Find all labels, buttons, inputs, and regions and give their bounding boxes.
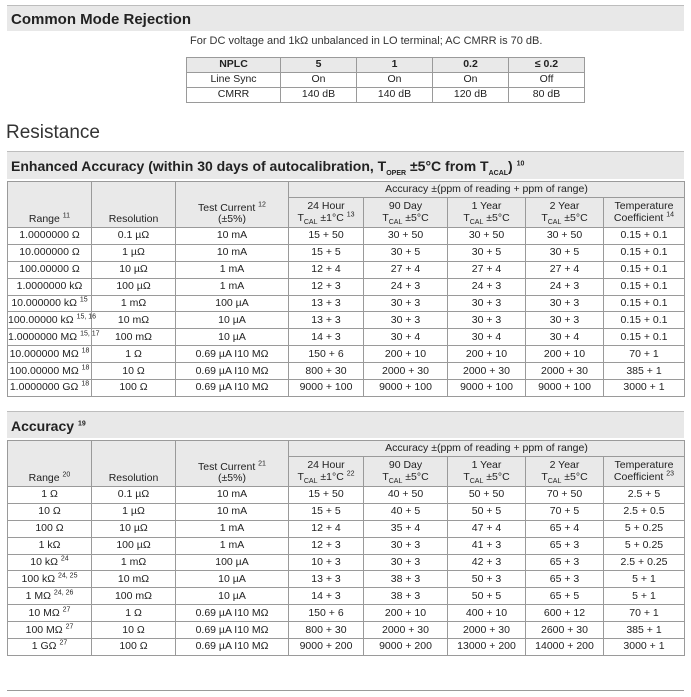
- table-cell: 800 + 30: [289, 622, 364, 639]
- table-cell: 47 + 4: [448, 520, 526, 537]
- col-temperature-coefficient-header: Temperature Coefficient $^{14}$: [604, 198, 685, 228]
- table-cell: 2000 + 30: [364, 622, 448, 639]
- table-row: [187, 88, 585, 103]
- table-cell: 10 mΩ: [92, 571, 176, 588]
- cmr-row-label: CMRR: [187, 88, 281, 103]
- table-row: [8, 278, 685, 295]
- table-cell: 140 dB: [281, 88, 357, 103]
- table-row: [8, 295, 685, 312]
- table-cell: 385 + 1: [604, 363, 685, 380]
- table-cell: 9000 + 200: [289, 639, 364, 656]
- table-cell: 0.69 µA I10 MΩ: [176, 346, 289, 363]
- table-cell: 0.1 µΩ: [92, 228, 176, 245]
- table-cell: 100 Ω: [92, 380, 176, 397]
- table-cell: 10 + 3: [289, 554, 364, 571]
- table-cell: 50 + 3: [448, 571, 526, 588]
- table-cell: 40 + 5: [364, 503, 448, 520]
- table-cell: 38 + 3: [364, 588, 448, 605]
- table-cell: 140 dB: [357, 88, 433, 103]
- table-cell: 1 Ω: [92, 605, 176, 622]
- cmr-header-cell: 1: [357, 58, 433, 73]
- table-cell: 0.69 µA I10 MΩ: [176, 380, 289, 397]
- table-cell: 1 µΩ: [92, 503, 176, 520]
- table-cell: 385 + 1: [604, 622, 685, 639]
- table-cell: 70 + 5: [526, 503, 604, 520]
- table-cell: 13 + 3: [289, 295, 364, 312]
- table-cell: 10 µΩ: [92, 261, 176, 278]
- table-cell: 150 + 6: [289, 346, 364, 363]
- accuracy-title: Accuracy $^{19}$: [11, 418, 86, 434]
- table-cell: 38 + 3: [364, 571, 448, 588]
- table-cell: 0.69 µA I10 MΩ: [176, 639, 289, 656]
- range-cell: 100 kΩ $^{24, 25}$: [8, 571, 92, 588]
- table-cell: 30 + 3: [448, 295, 526, 312]
- table-row: [8, 605, 685, 622]
- range-cell: 1.0000000 Ω: [8, 228, 92, 245]
- table-cell: 30 + 3: [448, 312, 526, 329]
- table-cell: 800 + 30: [289, 363, 364, 380]
- table-cell: 150 + 6: [289, 605, 364, 622]
- cmr-header-row: [187, 58, 585, 73]
- table-cell: 0.15 + 0.1: [604, 278, 685, 295]
- table-cell: 50 + 5: [448, 503, 526, 520]
- table-cell: Off: [509, 73, 585, 88]
- table-cell: 1 µΩ: [92, 244, 176, 261]
- table-cell: 30 + 5: [364, 244, 448, 261]
- table-cell: 65 + 3: [526, 571, 604, 588]
- table-cell: 12 + 4: [289, 520, 364, 537]
- table-cell: 10 mA: [176, 228, 289, 245]
- table-cell: 13 + 3: [289, 312, 364, 329]
- table-cell: 30 + 3: [364, 312, 448, 329]
- table-cell: 3000 + 1: [604, 639, 685, 656]
- col-1-year-header: 1 Year $T_{CAL} \pm 5^\circ C$: [448, 457, 526, 487]
- table-cell: 1 Ω: [92, 346, 176, 363]
- table-cell: 0.1 µΩ: [92, 487, 176, 504]
- table-cell: 13000 + 200: [448, 639, 526, 656]
- range-cell: 1 Ω: [8, 487, 92, 504]
- table-row: [8, 571, 685, 588]
- range-cell: 10.000000 kΩ $^{15}$: [8, 295, 92, 312]
- col-90-day-header: 90 Day $T_{CAL} \pm 5^\circ C$: [364, 198, 448, 228]
- col-90-day-header: 90 Day $T_{CAL} \pm 5^\circ C$: [364, 457, 448, 487]
- table-cell: 70 + 50: [526, 487, 604, 504]
- col-2-year-header: 2 Year $T_{CAL} \pm 5^\circ C$: [526, 457, 604, 487]
- col-test-current-header: Test Current $^{21}$ (±5%): [176, 441, 289, 487]
- table-cell: 120 dB: [433, 88, 509, 103]
- col-temperature-coefficient-header: Temperature Coefficient $^{23}$: [604, 457, 685, 487]
- accuracy-group-header: Accuracy ±(ppm of reading + ppm of range): [289, 441, 685, 457]
- table-cell: 10 Ω: [92, 622, 176, 639]
- table-cell: 0.69 µA I10 MΩ: [176, 622, 289, 639]
- table-row: [8, 520, 685, 537]
- table-cell: 30 + 3: [364, 554, 448, 571]
- col-1-year-header: 1 Year $T_{CAL} \pm 5^\circ C$: [448, 198, 526, 228]
- table-cell: 30 + 3: [364, 295, 448, 312]
- table-cell: 10 Ω: [92, 363, 176, 380]
- col-range-header: Range $^{20}$: [8, 441, 92, 487]
- col-resolution-header: Resolution: [92, 441, 176, 487]
- table-row: [8, 537, 685, 554]
- table-cell: 30 + 50: [448, 228, 526, 245]
- table-cell: 1 mA: [176, 520, 289, 537]
- table-cell: 2000 + 30: [364, 363, 448, 380]
- table-row: [8, 346, 685, 363]
- range-cell: 10 MΩ $^{27}$: [8, 605, 92, 622]
- bottom-divider: [7, 690, 684, 691]
- range-cell: 100 Ω: [8, 520, 92, 537]
- table-cell: 100 µΩ: [92, 278, 176, 295]
- cmr-header-cell: NPLC: [187, 58, 281, 73]
- table-cell: 42 + 3: [448, 554, 526, 571]
- table-cell: 10 mA: [176, 487, 289, 504]
- table-cell: 1 mA: [176, 261, 289, 278]
- table-cell: 30 + 3: [526, 312, 604, 329]
- table-cell: 0.15 + 0.1: [604, 261, 685, 278]
- range-cell: 100.00000 Ω: [8, 261, 92, 278]
- cmr-header-cell: 5: [281, 58, 357, 73]
- range-cell: 10 Ω: [8, 503, 92, 520]
- table-cell: 5 + 0.25: [604, 520, 685, 537]
- table-cell: 30 + 4: [448, 329, 526, 346]
- table-cell: 5 + 1: [604, 588, 685, 605]
- table-cell: 1 mA: [176, 537, 289, 554]
- cmr-table: [186, 57, 585, 103]
- table-cell: 2600 + 30: [526, 622, 604, 639]
- table-cell: 10 mA: [176, 244, 289, 261]
- table-cell: 27 + 4: [448, 261, 526, 278]
- table-cell: 50 + 50: [448, 487, 526, 504]
- table-cell: 80 dB: [509, 88, 585, 103]
- table-row: [8, 588, 685, 605]
- cmr-header-cell: ≤ 0.2: [509, 58, 585, 73]
- table-cell: On: [357, 73, 433, 88]
- table-cell: 5 + 0.25: [604, 537, 685, 554]
- table-cell: 30 + 5: [526, 244, 604, 261]
- table-cell: 30 + 50: [364, 228, 448, 245]
- range-cell: 1.0000000 GΩ $^{18}$: [8, 380, 92, 397]
- cmr-note: For DC voltage and 1kΩ unbalanced in LO terminal; AC CMRR is 70 dB.: [190, 35, 543, 47]
- table-cell: 24 + 3: [448, 278, 526, 295]
- table-cell: 100 Ω: [92, 639, 176, 656]
- table-cell: 65 + 3: [526, 554, 604, 571]
- table-row: [8, 261, 685, 278]
- table-cell: 200 + 10: [448, 346, 526, 363]
- table-cell: 10 µA: [176, 329, 289, 346]
- table-cell: 70 + 1: [604, 346, 685, 363]
- table-cell: 0.15 + 0.1: [604, 312, 685, 329]
- table-cell: 15 + 50: [289, 487, 364, 504]
- range-cell: 1 GΩ $^{27}$: [8, 639, 92, 656]
- table-cell: 10 µA: [176, 312, 289, 329]
- table-cell: 100 mΩ: [92, 588, 176, 605]
- enhanced-header-bar: [7, 151, 684, 179]
- table-row: [8, 622, 685, 639]
- table-cell: 12 + 3: [289, 278, 364, 295]
- table-cell: 15 + 5: [289, 503, 364, 520]
- table-cell: 27 + 4: [526, 261, 604, 278]
- table-cell: 200 + 10: [526, 346, 604, 363]
- table-cell: 100 mΩ: [92, 329, 176, 346]
- table-row: [8, 503, 685, 520]
- table-cell: 15 + 5: [289, 244, 364, 261]
- table-cell: 9000 + 100: [526, 380, 604, 397]
- table-cell: 30 + 3: [364, 537, 448, 554]
- table-cell: 14 + 3: [289, 329, 364, 346]
- col-24-hour-header: 24 Hour $T_{CAL} \pm 1^\circ C$ $^{22}$: [289, 457, 364, 487]
- table-cell: 0.15 + 0.1: [604, 295, 685, 312]
- table-cell: 200 + 10: [364, 605, 448, 622]
- table-cell: 30 + 4: [526, 329, 604, 346]
- table-cell: 0.69 µA I10 MΩ: [176, 363, 289, 380]
- table-cell: 200 + 10: [364, 346, 448, 363]
- table-cell: 0.69 µA I10 MΩ: [176, 605, 289, 622]
- table-row: [8, 312, 685, 329]
- table-row: [8, 363, 685, 380]
- table-cell: On: [433, 73, 509, 88]
- table-cell: 50 + 5: [448, 588, 526, 605]
- table-cell: 70 + 1: [604, 605, 685, 622]
- table-cell: 100 µA: [176, 295, 289, 312]
- table-row: [8, 244, 685, 261]
- col-range-header: Range $^{11}$: [8, 182, 92, 228]
- table-cell: 0.15 + 0.1: [604, 329, 685, 346]
- accuracy-table: [7, 440, 685, 656]
- table-cell: 10 µA: [176, 571, 289, 588]
- table-row: [8, 329, 685, 346]
- table-cell: 30 + 3: [526, 295, 604, 312]
- col-24-hour-header: 24 Hour $T_{CAL} \pm 1^\circ C$ $^{13}$: [289, 198, 364, 228]
- table-cell: 2000 + 30: [448, 363, 526, 380]
- table-cell: 14 + 3: [289, 588, 364, 605]
- table-cell: On: [281, 73, 357, 88]
- range-cell: 100 MΩ $^{27}$: [8, 622, 92, 639]
- table-cell: 10 mA: [176, 503, 289, 520]
- table-cell: 10 mΩ: [92, 312, 176, 329]
- table-cell: 30 + 50: [526, 228, 604, 245]
- range-cell: 1 kΩ: [8, 537, 92, 554]
- table-cell: 65 + 5: [526, 588, 604, 605]
- table-cell: 30 + 4: [364, 329, 448, 346]
- table-cell: 41 + 3: [448, 537, 526, 554]
- table-cell: 40 + 50: [364, 487, 448, 504]
- table-cell: 5 + 1: [604, 571, 685, 588]
- cmr-row-label: Line Sync: [187, 73, 281, 88]
- table-cell: 1 mΩ: [92, 295, 176, 312]
- table-cell: 2000 + 30: [448, 622, 526, 639]
- table-cell: 0.15 + 0.1: [604, 228, 685, 245]
- table-cell: 10 µΩ: [92, 520, 176, 537]
- table-row: [8, 380, 685, 397]
- resistance-section-title: Resistance: [6, 122, 100, 143]
- table-cell: 1 mA: [176, 278, 289, 295]
- table-cell: 9000 + 100: [289, 380, 364, 397]
- table-cell: 13 + 3: [289, 571, 364, 588]
- table-row: [8, 487, 685, 504]
- table-cell: 15 + 50: [289, 228, 364, 245]
- table-cell: 600 + 12: [526, 605, 604, 622]
- table-cell: 24 + 3: [364, 278, 448, 295]
- table-cell: 1 mΩ: [92, 554, 176, 571]
- table-cell: 10 µA: [176, 588, 289, 605]
- table-row: [8, 554, 685, 571]
- table-cell: 2.5 + 0.5: [604, 503, 685, 520]
- range-cell: 10.000000 MΩ $^{18}$: [8, 346, 92, 363]
- table-cell: 35 + 4: [364, 520, 448, 537]
- cmr-header-bar: [7, 5, 684, 31]
- range-cell: 1.0000000 MΩ $^{15, 17}$: [8, 329, 92, 346]
- range-cell: 1.0000000 kΩ: [8, 278, 92, 295]
- table-cell: 9000 + 200: [364, 639, 448, 656]
- table-cell: 9000 + 100: [448, 380, 526, 397]
- table-cell: 65 + 4: [526, 520, 604, 537]
- range-cell: 10.000000 Ω: [8, 244, 92, 261]
- col-2-year-header: 2 Year $T_{CAL} \pm 5^\circ C$: [526, 198, 604, 228]
- range-cell: 1 MΩ $^{24, 26}$: [8, 588, 92, 605]
- table-row: [187, 73, 585, 88]
- table-cell: 3000 + 1: [604, 380, 685, 397]
- table-row: [8, 639, 685, 656]
- cmr-title: Common Mode Rejection: [11, 11, 192, 28]
- table-row: [8, 228, 685, 245]
- table-cell: 12 + 3: [289, 537, 364, 554]
- enhanced-accuracy-table: [7, 181, 685, 397]
- enhanced-title: Enhanced Accuracy (within 30 days of autocalibration, $T_{OPER} \pm 5^\circ C$ from $T_{ACAL}$) $^{10}$: [11, 158, 525, 177]
- table-cell: 12 + 4: [289, 261, 364, 278]
- table-cell: 100 µΩ: [92, 537, 176, 554]
- col-test-current-header: Test Current $^{12}$ (±5%): [176, 182, 289, 228]
- range-cell: 100.00000 MΩ $^{18}$: [8, 363, 92, 380]
- accuracy-group-header: Accuracy ±(ppm of reading + ppm of range): [289, 182, 685, 198]
- range-cell: 10 kΩ $^{24}$: [8, 554, 92, 571]
- accuracy-header-bar: [7, 411, 684, 438]
- table-cell: 100 µA: [176, 554, 289, 571]
- range-cell: 100.00000 kΩ $^{15, 16}$: [8, 312, 92, 329]
- table-cell: 24 + 3: [526, 278, 604, 295]
- table-cell: 400 + 10: [448, 605, 526, 622]
- table-cell: 30 + 5: [448, 244, 526, 261]
- table-cell: 2000 + 30: [526, 363, 604, 380]
- table-cell: 0.15 + 0.1: [604, 244, 685, 261]
- col-resolution-header: Resolution: [92, 182, 176, 228]
- cmr-header-cell: 0.2: [433, 58, 509, 73]
- table-cell: 27 + 4: [364, 261, 448, 278]
- table-cell: 65 + 3: [526, 537, 604, 554]
- table-cell: 14000 + 200: [526, 639, 604, 656]
- table-cell: 9000 + 100: [364, 380, 448, 397]
- table-cell: 2.5 + 0.25: [604, 554, 685, 571]
- table-cell: 2.5 + 5: [604, 487, 685, 504]
